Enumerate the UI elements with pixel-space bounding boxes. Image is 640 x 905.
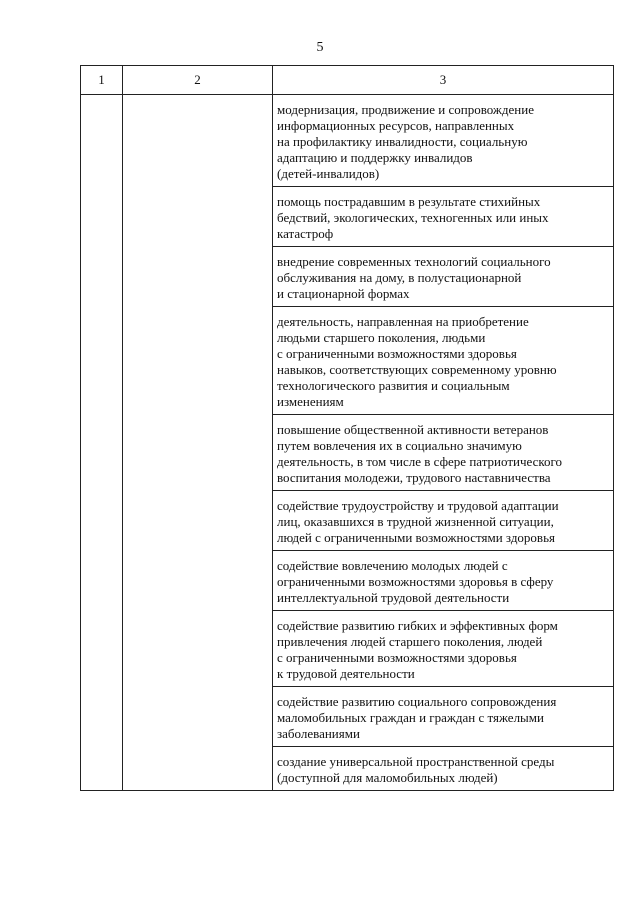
column-2-cell xyxy=(123,611,273,687)
column-2-cell xyxy=(123,551,273,611)
column-3-cell xyxy=(273,95,614,187)
cell-text-line: технологического развития и социальным xyxy=(277,378,510,393)
column-1-cell xyxy=(81,687,123,747)
cell-text-line: адаптацию и поддержку инвалидов xyxy=(277,150,473,165)
cell-text-line: маломобильных граждан и граждан с тяжелыми xyxy=(277,710,544,725)
cell-text-line: бедствий, экологических, техногенных или иных xyxy=(277,210,549,225)
table-row xyxy=(81,747,614,791)
cell-text-line: воспитания молодежи, трудового наставничества xyxy=(277,470,551,485)
cell-text-line: (детей-инвалидов) xyxy=(277,166,380,181)
page-number: 5 xyxy=(316,40,324,55)
table-row xyxy=(81,247,614,307)
cell-text-line: информационных ресурсов, направленных xyxy=(277,118,515,133)
table-row xyxy=(81,95,614,187)
column-1-cell xyxy=(81,307,123,415)
cell-text-line: катастроф xyxy=(277,226,334,241)
cell-text-line: внедрение современных технологий социального xyxy=(277,254,551,269)
column-1-cell xyxy=(81,551,123,611)
cell-text-line: деятельность, в том числе в сфере патриотического xyxy=(277,454,563,469)
column-1-cell xyxy=(81,415,123,491)
cell-text-line: обслуживания на дому, в полустационарной xyxy=(277,270,522,285)
cell-text-line: повышение общественной активности ветеранов xyxy=(277,422,549,437)
cell-text-line: помощь пострадавшим в результате стихийных xyxy=(277,194,541,209)
column-1-cell xyxy=(81,747,123,791)
column-3-cell xyxy=(273,491,614,551)
cell-text-line: привлечения людей старшего поколения, людей xyxy=(277,634,543,649)
cell-text-line: к трудовой деятельности xyxy=(277,666,415,681)
cell-text-line: заболеваниями xyxy=(277,726,360,741)
cell-text-line: модернизация, продвижение и сопровождение xyxy=(277,102,534,117)
column-1-cell xyxy=(81,491,123,551)
column-3-cell xyxy=(273,187,614,247)
table-row xyxy=(81,687,614,747)
column-header-1: 1 xyxy=(81,66,123,95)
column-header-2: 2 xyxy=(123,66,273,95)
column-1-cell xyxy=(81,611,123,687)
table-body xyxy=(81,95,614,791)
column-2-cell xyxy=(123,307,273,415)
table-row xyxy=(81,415,614,491)
cell-text-line: навыков, соответствующих современному уровню xyxy=(277,362,557,377)
column-1-cell xyxy=(81,247,123,307)
cell-text-line: содействие развитию гибких и эффективных форм xyxy=(277,618,558,633)
column-2-cell xyxy=(123,95,273,187)
column-2-cell xyxy=(123,415,273,491)
cell-text-line: путем вовлечения их в социально значимую xyxy=(277,438,522,453)
table-row xyxy=(81,551,614,611)
cell-text-line: и стационарной формах xyxy=(277,286,410,301)
column-1-cell xyxy=(81,187,123,247)
table-row xyxy=(81,307,614,415)
cell-text-line: людей с ограниченными возможностями здоровья xyxy=(277,530,555,545)
cell-text-line: людьми старшего поколения, людьми xyxy=(277,330,486,345)
column-3-cell xyxy=(273,307,614,415)
column-2-cell xyxy=(123,247,273,307)
column-2-cell xyxy=(123,747,273,791)
table-header-row xyxy=(81,66,614,95)
cell-text-line: ограниченными возможностями здоровья в сферу xyxy=(277,574,554,589)
cell-text-line: содействие трудоустройству и трудовой адаптации xyxy=(277,498,559,513)
column-3-cell xyxy=(273,247,614,307)
column-3-cell xyxy=(273,415,614,491)
cell-text-line: изменениям xyxy=(277,394,344,409)
column-3-cell xyxy=(273,551,614,611)
column-3-cell xyxy=(273,611,614,687)
cell-text-line: содействие развитию социального сопровождения xyxy=(277,694,557,709)
column-3-cell xyxy=(273,687,614,747)
column-1-cell xyxy=(81,95,123,187)
cell-text-line: создание универсальной пространственной среды xyxy=(277,754,555,769)
cell-text-line: лиц, оказавшихся в трудной жизненной ситуации, xyxy=(277,514,554,529)
document-table xyxy=(80,65,614,791)
column-header-3: 3 xyxy=(273,66,614,95)
cell-text-line: интеллектуальной трудовой деятельности xyxy=(277,590,510,605)
table-row xyxy=(81,611,614,687)
column-3-cell xyxy=(273,747,614,791)
cell-text-line: с ограниченными возможностями здоровья xyxy=(277,650,517,665)
cell-text-line: на профилактику инвалидности, социальную xyxy=(277,134,528,149)
column-2-cell xyxy=(123,491,273,551)
table-row xyxy=(81,491,614,551)
column-2-cell xyxy=(123,687,273,747)
table-row xyxy=(81,187,614,247)
cell-text-line: деятельность, направленная на приобретение xyxy=(277,314,529,329)
cell-text-line: с ограниченными возможностями здоровья xyxy=(277,346,517,361)
cell-text-line: содействие вовлечению молодых людей с xyxy=(277,558,508,573)
column-2-cell xyxy=(123,187,273,247)
cell-text-line: (доступной для маломобильных людей) xyxy=(277,770,498,785)
